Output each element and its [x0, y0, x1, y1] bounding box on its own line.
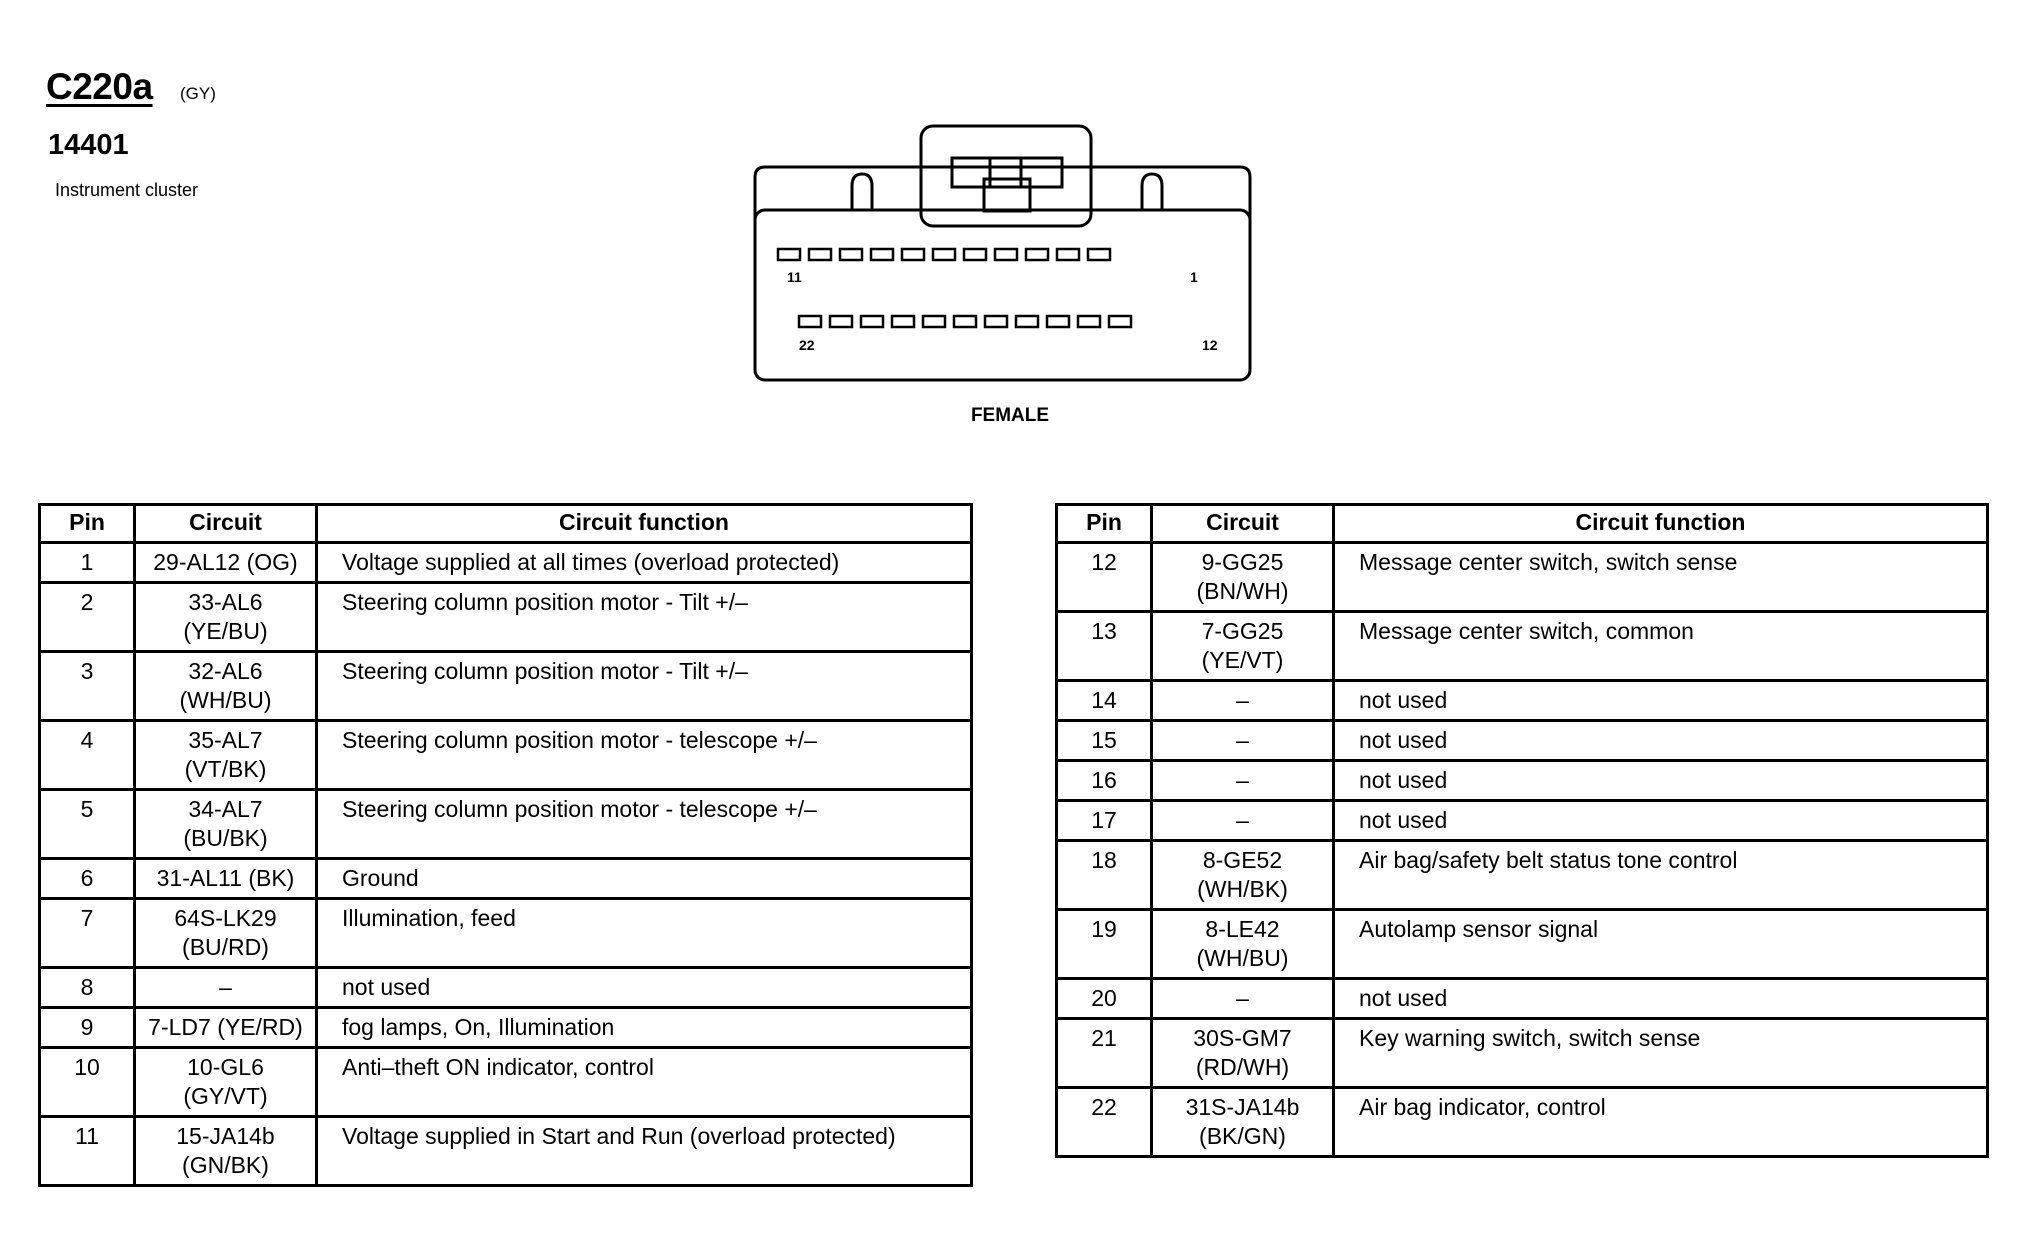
circuit-id: 29-AL12 (OG) [153, 549, 298, 575]
circuit-function: Steering column position motor - Tilt +/– [317, 583, 972, 652]
table-row [40, 790, 972, 859]
circuit-id: 32-AL6 [188, 658, 263, 684]
pin-number: 14 [1057, 681, 1152, 721]
circuit-cell [1152, 612, 1334, 681]
circuit-wire-color: (WH/BK) [1197, 876, 1288, 902]
table-row [1057, 1019, 1988, 1088]
pin-number: 4 [40, 721, 135, 790]
component-description: Instrument cluster [55, 180, 199, 200]
circuit-wire-color: (BK/GN) [1199, 1123, 1286, 1149]
pin-cavity-bottom [799, 316, 821, 327]
pin-row-top [778, 249, 1110, 260]
circuit-id: – [1236, 687, 1249, 713]
circuit-wire-color: (WH/BU) [1196, 945, 1289, 971]
circuit-function: Air bag/safety belt status tone control [1334, 841, 1988, 910]
table-header-row [1057, 505, 1988, 543]
connector-gender-label: FEMALE [970, 405, 1050, 426]
pin-cavity-bottom [1078, 316, 1100, 327]
circuit-wire-color: (BN/WH) [1196, 578, 1289, 604]
pin-number: 18 [1057, 841, 1152, 910]
circuit-id: – [219, 974, 232, 1000]
pin-cavity-top [778, 249, 800, 260]
pin-cavity-top [933, 249, 955, 260]
pin-number: 17 [1057, 801, 1152, 841]
table-row [1057, 543, 1988, 612]
circuit-cell [135, 543, 317, 583]
circuit-function: not used [1334, 801, 1988, 841]
circuit-id: 35-AL7 [188, 727, 263, 753]
circuit-wire-color: (RD/WH) [1195, 1054, 1290, 1080]
circuit-cell [135, 583, 317, 652]
pin-number: 2 [40, 583, 135, 652]
table-row [40, 583, 972, 652]
circuit-function: Air bag indicator, control [1334, 1088, 1988, 1157]
table-row [1057, 841, 1988, 910]
circuit-function: not used [1334, 681, 1988, 721]
circuit-function: Ground [317, 859, 972, 899]
pin-number: 7 [40, 899, 135, 968]
circuit-id: – [1236, 727, 1249, 753]
circuit-function: Steering column position motor - telescope +/– [317, 721, 972, 790]
table-row [40, 1008, 972, 1048]
pin-number: 20 [1057, 979, 1152, 1019]
header-circuit: Circuit [1152, 505, 1334, 543]
circuit-cell [1152, 1019, 1334, 1088]
circuit-function: not used [1334, 721, 1988, 761]
table-row [1057, 801, 1988, 841]
circuit-cell [135, 968, 317, 1008]
circuit-cell [135, 652, 317, 721]
connector-color: (GY) [180, 84, 216, 103]
table-row [40, 968, 972, 1008]
circuit-cell [135, 859, 317, 899]
table-row [1057, 910, 1988, 979]
pin-cavity-bottom [954, 316, 976, 327]
circuit-wire-color: (YE/BU) [183, 618, 268, 644]
circuit-function: not used [1334, 979, 1988, 1019]
circuit-cell [1152, 721, 1334, 761]
circuit-id: 31-AL11 (BK) [156, 865, 295, 891]
circuit-function: Key warning switch, switch sense [1334, 1019, 1988, 1088]
circuit-cell [1152, 801, 1334, 841]
circuit-id: 9-GG25 [1201, 549, 1284, 575]
connector-code: C220a [46, 66, 153, 107]
table-row [40, 1117, 972, 1186]
pin-number: 11 [40, 1117, 135, 1186]
table-row [40, 1048, 972, 1117]
header-circuit-function: Circuit function [317, 505, 972, 543]
circuit-id: 8-LE42 [1205, 916, 1280, 942]
pin-cavity-bottom [923, 316, 945, 327]
circuit-wire-color: (YE/VT) [1201, 647, 1284, 673]
table-row [1057, 761, 1988, 801]
header-circuit-function: Circuit function [1334, 505, 1988, 543]
circuit-function: Autolamp sensor signal [1334, 910, 1988, 979]
connector-face-diagram [745, 122, 1265, 387]
pin-number: 9 [40, 1008, 135, 1048]
circuit-cell [1152, 841, 1334, 910]
circuit-id: 64S-LK29 [174, 905, 277, 931]
pin-label-12: 12 [1202, 337, 1218, 353]
header-pin: Pin [1057, 505, 1152, 543]
pin-cavity-top [840, 249, 862, 260]
circuit-function: Voltage supplied in Start and Run (overload protected) [317, 1117, 972, 1186]
table-row [40, 899, 972, 968]
circuit-wire-color: (BU/BK) [183, 825, 268, 851]
pin-number: 19 [1057, 910, 1152, 979]
circuit-function: Message center switch, switch sense [1334, 543, 1988, 612]
circuit-id: 10-GL6 [187, 1054, 264, 1080]
circuit-wire-color: (GY/VT) [183, 1083, 268, 1109]
pin-number: 10 [40, 1048, 135, 1117]
pin-cavity-bottom [985, 316, 1007, 327]
pin-cavity-bottom [861, 316, 883, 327]
pin-cavity-top [1088, 249, 1110, 260]
circuit-id: 7-LD7 (YE/RD) [148, 1014, 303, 1040]
pin-number: 5 [40, 790, 135, 859]
pin-cavity-bottom [830, 316, 852, 327]
pin-number: 1 [40, 543, 135, 583]
header-pin: Pin [40, 505, 135, 543]
circuit-id: – [1236, 985, 1249, 1011]
circuit-id: 15-JA14b [176, 1123, 275, 1149]
table-row [1057, 612, 1988, 681]
pin-label-1: 1 [1190, 269, 1198, 285]
pin-cavity-top [871, 249, 893, 260]
pin-cavity-top [1026, 249, 1048, 260]
circuit-function: Voltage supplied at all times (overload protected) [317, 543, 972, 583]
circuit-wire-color: (BU/RD) [182, 934, 269, 960]
circuit-cell [135, 899, 317, 968]
pin-cavity-bottom [892, 316, 914, 327]
table-row [40, 721, 972, 790]
circuit-wire-color: (GN/BK) [182, 1152, 269, 1178]
circuit-cell [1152, 681, 1334, 721]
circuit-function: Message center switch, common [1334, 612, 1988, 681]
pin-number: 15 [1057, 721, 1152, 761]
header-circuit: Circuit [135, 505, 317, 543]
circuit-function: fog lamps, On, Illumination [317, 1008, 972, 1048]
pin-number: 3 [40, 652, 135, 721]
circuit-wire-color: (WH/BU) [179, 687, 272, 713]
pin-number: 21 [1057, 1019, 1152, 1088]
pin-cavity-top [995, 249, 1017, 260]
circuit-id: – [1236, 767, 1249, 793]
pin-cavity-bottom [1109, 316, 1131, 327]
pinout-table-left [38, 503, 973, 1187]
pin-label-11: 11 [787, 269, 802, 285]
pin-cavity-bottom [1047, 316, 1069, 327]
part-number: 14401 [48, 129, 129, 161]
circuit-id: 30S-GM7 [1193, 1025, 1292, 1051]
pinout-table-right [1055, 503, 1989, 1158]
circuit-function: Illumination, feed [317, 899, 972, 968]
pin-cavity-top [809, 249, 831, 260]
circuit-cell [135, 1008, 317, 1048]
circuit-cell [1152, 979, 1334, 1019]
table-row [40, 859, 972, 899]
pin-row-bottom [799, 316, 1131, 327]
pin-number: 16 [1057, 761, 1152, 801]
circuit-function: not used [317, 968, 972, 1008]
pin-cavity-bottom [1016, 316, 1038, 327]
circuit-cell [1152, 543, 1334, 612]
circuit-cell [135, 790, 317, 859]
circuit-cell [135, 721, 317, 790]
circuit-function: not used [1334, 761, 1988, 801]
circuit-cell [1152, 1088, 1334, 1157]
pin-cavity-top [902, 249, 924, 260]
circuit-wire-color: (VT/BK) [184, 756, 267, 782]
circuit-function: Anti–theft ON indicator, control [317, 1048, 972, 1117]
circuit-cell [135, 1117, 317, 1186]
table-row [1057, 1088, 1988, 1157]
pin-number: 6 [40, 859, 135, 899]
circuit-id: 34-AL7 [188, 796, 263, 822]
table-row [1057, 979, 1988, 1019]
pin-number: 22 [1057, 1088, 1152, 1157]
pin-cavity-top [964, 249, 986, 260]
pin-label-22: 22 [799, 337, 815, 353]
table-row [1057, 721, 1988, 761]
table-row [1057, 681, 1988, 721]
table-row [40, 543, 972, 583]
table-row [40, 652, 972, 721]
circuit-id: 31S-JA14b [1185, 1094, 1300, 1120]
circuit-id: – [1236, 807, 1249, 833]
circuit-cell [1152, 761, 1334, 801]
circuit-id: 33-AL6 [188, 589, 263, 615]
circuit-id: 7-GG25 [1201, 618, 1284, 644]
pin-number: 13 [1057, 612, 1152, 681]
pin-cavity-top [1057, 249, 1079, 260]
circuit-function: Steering column position motor - telescope +/– [317, 790, 972, 859]
circuit-cell [1152, 910, 1334, 979]
circuit-id: 8-GE52 [1202, 847, 1283, 873]
pin-number: 8 [40, 968, 135, 1008]
circuit-cell [135, 1048, 317, 1117]
circuit-function: Steering column position motor - Tilt +/– [317, 652, 972, 721]
table-header-row [40, 505, 972, 543]
pin-number: 12 [1057, 543, 1152, 612]
